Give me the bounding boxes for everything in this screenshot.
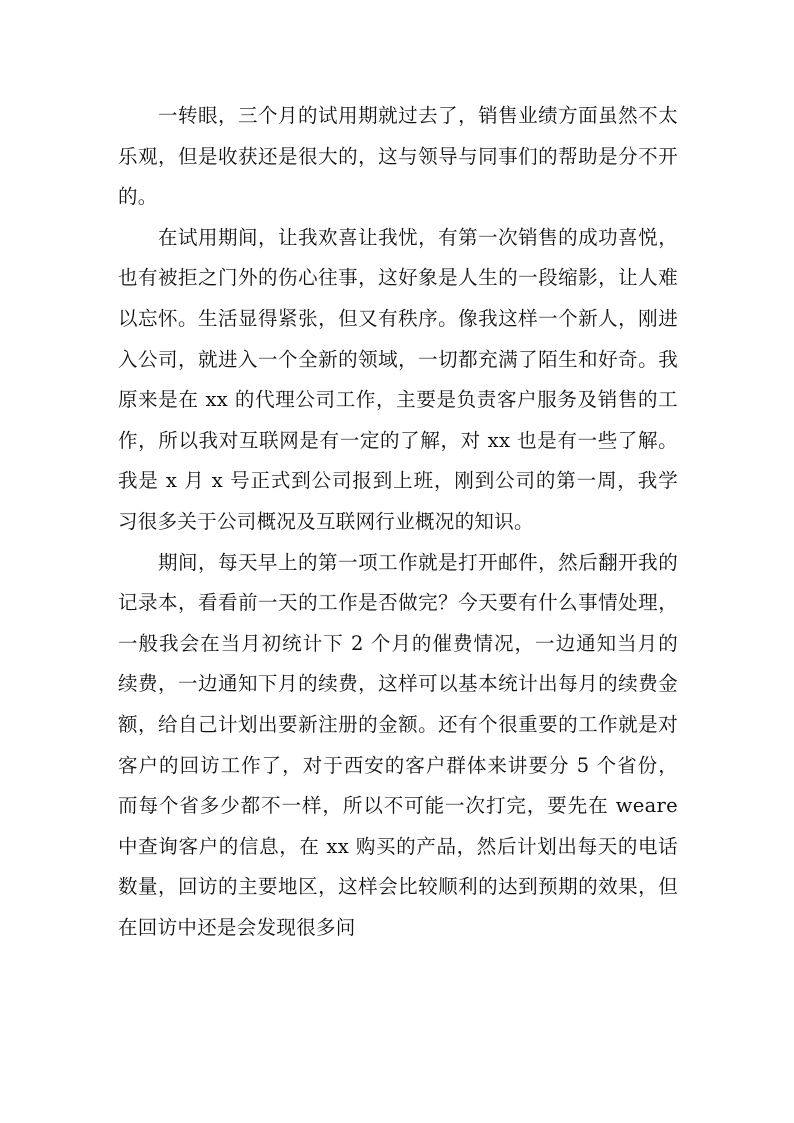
paragraph-3: 期间，每天早上的第一项工作就是打开邮件，然后翻开我的记录本，看看前一天的工作是否做完？今天要有什么事情处理，一般我会在当月初统计下 2 个月的催费情况，一边通知当月的续费，一边通知下月的续费，这样可以基本统计出每月的续费金额，给自己计划出要新注册的金额。还有个很重要的工作就是对客户的回访工作了，对于西安的客户群体来讲要分 5 个省份，而每个省多少都不一样，所以不可能一次打完，要先在 weare 中查询客户的信息，在 xx 购买的产品，然后计划出每天的电话数量，回访的主要地区，这样会比较顺利的达到预期的效果，但在回访中还是会发现很多问	[118, 550, 678, 939]
paragraph-2: 在试用期间，让我欢喜让我忧，有第一次销售的成功喜悦，也有被拒之门外的伤心往事，这好象是人生的一段缩影，让人难以忘怀。生活显得紧张，但又有秩序。像我这样一个新人，刚进入公司，就进入一个全新的领域，一切都充满了陌生和好奇。我原来是在 xx 的代理公司工作，主要是负责客户服务及销售的工作，所以我对互联网是有一定的了解，对 xx 也是有一些了解。我是 x 月 x 号正式到公司报到上班，刚到公司的第一周，我学习很多关于公司概况及互联网行业概况的知识。	[118, 225, 678, 533]
document-body	[118, 96, 678, 948]
paragraph-1: 一转眼，三个月的试用期就过去了，销售业绩方面虽然不太乐观，但是收获还是很大的，这与领导与同事们的帮助是分不开的。	[118, 104, 678, 209]
